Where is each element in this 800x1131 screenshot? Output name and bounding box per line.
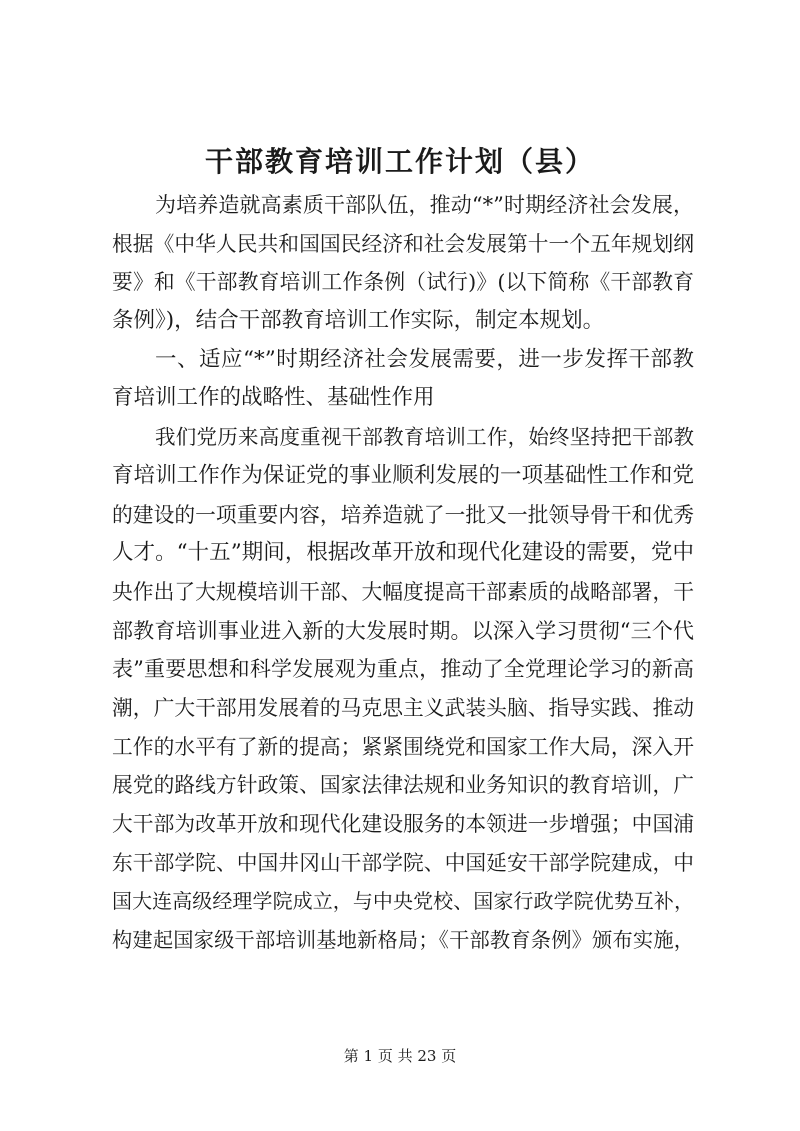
body-line: 要》和《干部教育培训工作条例（试行)》(以下简称《干部教育 <box>112 270 694 295</box>
body-line: 工作的水平有了新的提高；紧紧围绕党和国家工作大局，深入开 <box>112 734 694 759</box>
body-line: 东干部学院、中国井冈山干部学院、中国延安干部学院建成，中 <box>112 850 694 875</box>
body-line: 我们党历来高度重视干部教育培训工作，始终坚持把干部教 <box>155 425 694 450</box>
page-number-footer: 第 1 页 共 23 页 <box>343 1047 457 1065</box>
body-line: 为培养造就高素质干部队伍，推动“*”时期经济社会发展， <box>155 193 694 217</box>
body-line: 潮，广大干部用发展着的马克思主义武装头脑、指导实践、推动 <box>112 695 694 720</box>
body-line: 部教育培训事业进入新的大发展时期。以深入学习贯彻“三个代 <box>112 618 694 643</box>
body-line: 国大连高级经理学院成立，与中央党校、国家行政学院优势互补， <box>112 889 694 914</box>
body-line: 的建设的一项重要内容，培养造就了一批又一批领导骨干和优秀 <box>112 502 694 527</box>
body-line: 构建起国家级干部培训基地新格局；《干部教育条例》颁布实施， <box>112 928 694 953</box>
document-title: 干部教育培训工作计划（县） <box>204 145 595 178</box>
body-line: 大干部为改革开放和现代化建设服务的本领进一步增强；中国浦 <box>112 812 694 836</box>
document-body <box>112 186 694 960</box>
section-heading-line: 育培训工作的战略性、基础性作用 <box>112 385 435 411</box>
body-line: 人才。“十五”期间，根据改革开放和现代化建设的需要，党中 <box>112 540 694 566</box>
body-line: 展党的路线方针政策、国家法律法规和业务知识的教育培训，广 <box>112 773 694 798</box>
section-heading-line: 一、适应“*”时期经济社会发展需要，进一步发挥干部教 <box>155 346 694 372</box>
body-line: 条例》)，结合干部教育培训工作实际，制定本规划。 <box>112 308 605 334</box>
body-line: 表”重要思想和科学发展观为重点，推动了全党理论学习的新高 <box>112 657 694 682</box>
body-line: 根据《中华人民共和国国民经济和社会发展第十一个五年规划纲 <box>112 231 694 256</box>
body-line: 育培训工作作为保证党的事业顺利发展的一项基础性工作和党 <box>112 462 694 488</box>
body-line: 央作出了大规模培训干部、大幅度提高干部素质的战略部署，干 <box>112 579 694 604</box>
